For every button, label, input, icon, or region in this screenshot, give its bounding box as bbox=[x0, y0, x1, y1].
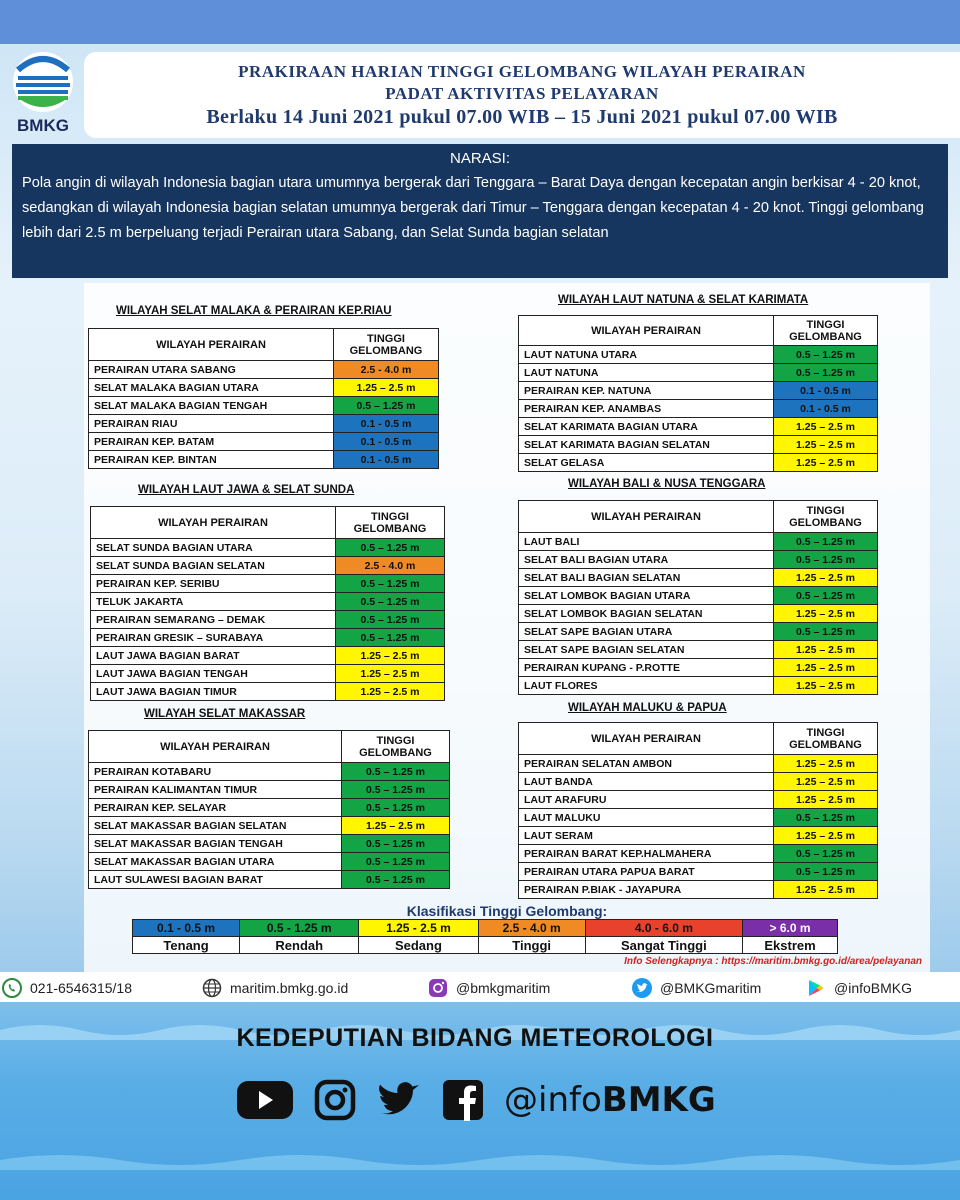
area-name: PERAIRAN KEP. NATUNA bbox=[519, 382, 774, 400]
wave-height: 1.25 – 2.5 m bbox=[774, 773, 878, 791]
table-row bbox=[519, 418, 878, 436]
wave-height: 0.5 – 1.25 m bbox=[774, 809, 878, 827]
narasi-title: NARASI: bbox=[449, 150, 510, 167]
col-header-area: WILAYAH PERAIRAN bbox=[519, 501, 774, 533]
logo-text: BMKG bbox=[17, 116, 69, 135]
legend-labels bbox=[133, 937, 838, 954]
wave-height: 1.25 – 2.5 m bbox=[774, 755, 878, 773]
wave-height: 0.5 – 1.25 m bbox=[336, 575, 445, 593]
table-row bbox=[91, 629, 445, 647]
table-row bbox=[519, 791, 878, 809]
legend-label: Ekstrem bbox=[743, 937, 838, 954]
wave-height: 1.25 – 2.5 m bbox=[774, 436, 878, 454]
table-row bbox=[519, 587, 878, 605]
col-header-height bbox=[774, 501, 878, 533]
wave-height: 1.25 – 2.5 m bbox=[774, 454, 878, 472]
contact-phone[interactable] bbox=[2, 977, 132, 999]
wave-height: 1.25 – 2.5 m bbox=[342, 817, 450, 835]
table-row bbox=[519, 400, 878, 418]
contact-instagram-text: @bmkgmaritim bbox=[456, 980, 551, 996]
wave-height: 2.5 - 4.0 m bbox=[336, 557, 445, 575]
table-bali bbox=[518, 500, 878, 695]
section-title-makassar: WILAYAH SELAT MAKASSAR bbox=[144, 708, 306, 720]
area-name: LAUT BALI bbox=[519, 533, 774, 551]
table-row bbox=[519, 569, 878, 587]
wave-height: 0.5 – 1.25 m bbox=[336, 629, 445, 647]
wave-height: 1.25 – 2.5 m bbox=[774, 605, 878, 623]
table-row bbox=[89, 415, 439, 433]
col-header-height-l2: GELOMBANG bbox=[349, 344, 423, 357]
area-name: LAUT FLORES bbox=[519, 677, 774, 695]
section-title-jawa: WILAYAH LAUT JAWA & SELAT SUNDA bbox=[138, 484, 355, 496]
legend-title: Klasifikasi Tinggi Gelombang: bbox=[406, 903, 608, 919]
globe-icon bbox=[202, 978, 222, 998]
wave-height: 1.25 – 2.5 m bbox=[774, 827, 878, 845]
col-header-height bbox=[334, 329, 439, 361]
deputi-title: KEDEPUTIAN BIDANG METEOROLOGI bbox=[236, 1024, 714, 1052]
table-row bbox=[89, 361, 439, 379]
legend-range: > 6.0 m bbox=[743, 920, 838, 937]
area-name: PERAIRAN P.BIAK - JAYAPURA bbox=[519, 881, 774, 899]
area-name: TELUK JAKARTA bbox=[91, 593, 336, 611]
wave-height: 0.1 - 0.5 m bbox=[774, 382, 878, 400]
table-row bbox=[89, 835, 450, 853]
wave-height: 0.5 – 1.25 m bbox=[342, 835, 450, 853]
col-header-height-l1: TINGGI bbox=[806, 504, 845, 517]
table-row bbox=[89, 817, 450, 835]
area-name: LAUT JAWA BAGIAN BARAT bbox=[91, 647, 336, 665]
area-name: SELAT MAKASSAR BAGIAN SELATAN bbox=[89, 817, 342, 835]
contact-website-text: maritim.bmkg.go.id bbox=[230, 980, 349, 996]
area-name: LAUT SERAM bbox=[519, 827, 774, 845]
instagram-icon bbox=[428, 978, 448, 998]
contact-twitter[interactable] bbox=[632, 977, 761, 999]
col-header-height bbox=[774, 723, 878, 755]
social-row bbox=[236, 1077, 716, 1123]
area-name: PERAIRAN KEP. ANAMBAS bbox=[519, 400, 774, 418]
table-row bbox=[89, 781, 450, 799]
handle-prefix: @info bbox=[504, 1080, 602, 1120]
area-name: SELAT MAKASSAR BAGIAN UTARA bbox=[89, 853, 342, 871]
wave-height: 0.5 – 1.25 m bbox=[342, 781, 450, 799]
narasi-text: Pola angin di wilayah Indonesia bagian utara umumnya bergerak dari Tenggara – Barat Daya dengan kecepatan angin berkisar 4 - 20 knot, sedangkan di wilayah Indonesia bagian selatan umumnya bergerak dari Timur – Tenggara dengan kecepatan 4 - 20 knot. Tinggi gelombang lebih dari 2.5 m berpeluang terjadi Perairan utara Sabang, dan Selat Sunda bagian selatan bbox=[22, 175, 924, 241]
area-name: PERAIRAN UTARA PAPUA BARAT bbox=[519, 863, 774, 881]
area-name: SELAT SAPE BAGIAN SELATAN bbox=[519, 641, 774, 659]
wave-height: 0.5 – 1.25 m bbox=[342, 853, 450, 871]
table-row bbox=[519, 773, 878, 791]
area-name: SELAT MALAKA BAGIAN UTARA bbox=[89, 379, 334, 397]
wave-height: 0.5 – 1.25 m bbox=[774, 364, 878, 382]
wave-height: 1.25 – 2.5 m bbox=[336, 647, 445, 665]
twitter-icon bbox=[632, 978, 652, 998]
wave-height: 1.25 – 2.5 m bbox=[774, 677, 878, 695]
table-row bbox=[89, 799, 450, 817]
col-header-height-l1: TINGGI bbox=[806, 318, 845, 331]
table-malaka bbox=[88, 328, 439, 469]
facebook-icon[interactable] bbox=[442, 1079, 484, 1121]
area-name: PERAIRAN KEP. SERIBU bbox=[91, 575, 336, 593]
wave-height: 0.5 – 1.25 m bbox=[334, 397, 439, 415]
legend-label: Tinggi bbox=[478, 937, 585, 954]
col-header-area: WILAYAH PERAIRAN bbox=[89, 731, 342, 763]
wave-height: 1.25 – 2.5 m bbox=[774, 791, 878, 809]
table-row bbox=[519, 605, 878, 623]
wave-height: 0.5 – 1.25 m bbox=[774, 551, 878, 569]
legend-range: 1.25 - 2.5 m bbox=[359, 920, 478, 937]
wave-height: 0.5 – 1.25 m bbox=[774, 863, 878, 881]
table-row bbox=[91, 683, 445, 701]
area-name: PERAIRAN GRESIK – SURABAYA bbox=[91, 629, 336, 647]
table-row bbox=[519, 845, 878, 863]
area-name: LAUT SULAWESI BAGIAN BARAT bbox=[89, 871, 342, 889]
social-handle[interactable] bbox=[504, 1080, 716, 1120]
area-name: PERAIRAN KEP. BINTAN bbox=[89, 451, 334, 469]
table-row bbox=[519, 641, 878, 659]
table-row bbox=[91, 611, 445, 629]
table-row bbox=[91, 665, 445, 683]
legend-range: 4.0 - 6.0 m bbox=[585, 920, 742, 937]
legend-label: Sangat Tinggi bbox=[585, 937, 742, 954]
wave-height: 0.5 – 1.25 m bbox=[342, 871, 450, 889]
area-name: LAUT ARAFURU bbox=[519, 791, 774, 809]
section-title-bali: WILAYAH BALI & NUSA TENGGARA bbox=[568, 478, 766, 490]
table-row bbox=[91, 575, 445, 593]
area-name: SELAT SAPE BAGIAN UTARA bbox=[519, 623, 774, 641]
wave-height: 1.25 – 2.5 m bbox=[774, 641, 878, 659]
info-link[interactable]: Info Selengkapnya : https://maritim.bmkg.go.id/area/pelayanan bbox=[624, 956, 922, 967]
playstore-icon bbox=[806, 978, 826, 998]
table-row bbox=[519, 659, 878, 677]
table-row bbox=[91, 557, 445, 575]
area-name: SELAT LOMBOK BAGIAN SELATAN bbox=[519, 605, 774, 623]
area-name: LAUT BANDA bbox=[519, 773, 774, 791]
area-name: SELAT BALI BAGIAN SELATAN bbox=[519, 569, 774, 587]
col-header-height-l1: TINGGI bbox=[806, 726, 845, 739]
table-row bbox=[91, 647, 445, 665]
area-name: SELAT GELASA bbox=[519, 454, 774, 472]
table-maluku bbox=[518, 722, 878, 899]
area-name: SELAT LOMBOK BAGIAN UTARA bbox=[519, 587, 774, 605]
wave-height: 0.1 - 0.5 m bbox=[334, 415, 439, 433]
area-name: PERAIRAN KOTABARU bbox=[89, 763, 342, 781]
wave-decoration-lower bbox=[0, 1150, 960, 1170]
contact-phone-text: 021-6546315/18 bbox=[30, 980, 132, 996]
wave-height: 0.5 – 1.25 m bbox=[336, 539, 445, 557]
validity-period: Berlaku 14 Juni 2021 pukul 07.00 WIB – 15 Juni 2021 pukul 07.00 WIB bbox=[206, 106, 838, 128]
table-row bbox=[89, 871, 450, 889]
col-header-area: WILAYAH PERAIRAN bbox=[519, 723, 774, 755]
table-row bbox=[91, 593, 445, 611]
table-row bbox=[519, 881, 878, 899]
contact-website[interactable] bbox=[202, 977, 348, 999]
legend-label: Tenang bbox=[133, 937, 240, 954]
top-strip bbox=[0, 0, 960, 44]
area-name: PERAIRAN KEP. BATAM bbox=[89, 433, 334, 451]
wave-height: 0.5 – 1.25 m bbox=[336, 593, 445, 611]
legend-label: Sedang bbox=[359, 937, 478, 954]
twitter-icon-large[interactable] bbox=[376, 1080, 422, 1120]
col-header-area: WILAYAH PERAIRAN bbox=[519, 316, 774, 346]
table-row bbox=[519, 809, 878, 827]
col-header-height-l2: GELOMBANG bbox=[359, 746, 432, 759]
wave-height: 0.5 – 1.25 m bbox=[774, 845, 878, 863]
legend-range: 2.5 - 4.0 m bbox=[478, 920, 585, 937]
table-row bbox=[519, 436, 878, 454]
col-header-height-l2: GELOMBANG bbox=[789, 738, 862, 751]
wave-height: 1.25 – 2.5 m bbox=[336, 665, 445, 683]
contact-twitter-text: @BMKGmaritim bbox=[660, 980, 762, 996]
wave-height: 0.5 – 1.25 m bbox=[774, 346, 878, 364]
legend-table bbox=[132, 919, 838, 954]
legend-range: 0.5 - 1.25 m bbox=[240, 920, 359, 937]
col-header-area: WILAYAH PERAIRAN bbox=[89, 329, 334, 361]
wave-height: 0.5 – 1.25 m bbox=[342, 799, 450, 817]
wave-height: 0.5 – 1.25 m bbox=[342, 763, 450, 781]
bmkg-logo bbox=[10, 50, 76, 134]
area-name: PERAIRAN RIAU bbox=[89, 415, 334, 433]
col-header-height bbox=[774, 316, 878, 346]
contact-bar bbox=[0, 972, 960, 1002]
wave-height: 0.5 – 1.25 m bbox=[774, 623, 878, 641]
table-row bbox=[519, 346, 878, 364]
area-name: PERAIRAN BARAT KEP.HALMAHERA bbox=[519, 845, 774, 863]
wave-height: 0.1 - 0.5 m bbox=[334, 451, 439, 469]
youtube-icon[interactable] bbox=[236, 1080, 294, 1120]
section-title-maluku: WILAYAH MALUKU & PAPUA bbox=[568, 702, 727, 714]
wave-height: 1.25 – 2.5 m bbox=[774, 418, 878, 436]
col-header-height-l1: TINGGI bbox=[367, 332, 405, 345]
table-row bbox=[89, 397, 439, 415]
table-row bbox=[519, 454, 878, 472]
area-name: SELAT KARIMATA BAGIAN UTARA bbox=[519, 418, 774, 436]
table-row bbox=[519, 677, 878, 695]
table-natuna bbox=[518, 315, 878, 472]
col-header-height-l1: TINGGI bbox=[376, 734, 415, 747]
col-header-height-l2: GELOMBANG bbox=[789, 516, 862, 529]
table-row bbox=[519, 827, 878, 845]
legend-ranges bbox=[133, 920, 838, 937]
table-row bbox=[89, 853, 450, 871]
handle-bold: BMKG bbox=[601, 1080, 716, 1120]
table-jawa bbox=[90, 506, 445, 701]
whatsapp-icon bbox=[2, 978, 22, 998]
wave-height: 1.25 – 2.5 m bbox=[334, 379, 439, 397]
title-line-1: PRAKIRAAN HARIAN TINGGI GELOMBANG WILAYAH PERAIRAN bbox=[238, 62, 806, 81]
table-row bbox=[89, 763, 450, 781]
area-name: PERAIRAN SEMARANG – DEMAK bbox=[91, 611, 336, 629]
legend-label: Rendah bbox=[240, 937, 359, 954]
section-title-natuna: WILAYAH LAUT NATUNA & SELAT KARIMATA bbox=[558, 294, 809, 306]
table-row bbox=[519, 364, 878, 382]
area-name: SELAT SUNDA BAGIAN SELATAN bbox=[91, 557, 336, 575]
wave-height: 0.1 - 0.5 m bbox=[334, 433, 439, 451]
narasi-box bbox=[12, 144, 948, 278]
area-name: SELAT SUNDA BAGIAN UTARA bbox=[91, 539, 336, 557]
area-name: PERAIRAN KEP. SELAYAR bbox=[89, 799, 342, 817]
wave-height: 1.25 – 2.5 m bbox=[774, 881, 878, 899]
table-row bbox=[89, 433, 439, 451]
area-name: SELAT BALI BAGIAN UTARA bbox=[519, 551, 774, 569]
table-row bbox=[519, 623, 878, 641]
table-row bbox=[89, 379, 439, 397]
contact-playstore-text: @infoBMKG bbox=[834, 980, 913, 996]
area-name: PERAIRAN KUPANG - P.ROTTE bbox=[519, 659, 774, 677]
wave-height: 1.25 – 2.5 m bbox=[774, 569, 878, 587]
col-header-height-l2: GELOMBANG bbox=[789, 330, 862, 343]
area-name: LAUT MALUKU bbox=[519, 809, 774, 827]
area-name: PERAIRAN SELATAN AMBON bbox=[519, 755, 774, 773]
area-name: LAUT NATUNA bbox=[519, 364, 774, 382]
area-name: SELAT KARIMATA BAGIAN SELATAN bbox=[519, 436, 774, 454]
area-name: LAUT NATUNA UTARA bbox=[519, 346, 774, 364]
wave-height: 0.5 – 1.25 m bbox=[774, 533, 878, 551]
col-header-height bbox=[336, 507, 445, 539]
wave-height: 0.5 – 1.25 m bbox=[774, 587, 878, 605]
wave-height: 0.1 - 0.5 m bbox=[774, 400, 878, 418]
area-name: LAUT JAWA BAGIAN TENGAH bbox=[91, 665, 336, 683]
contact-playstore[interactable] bbox=[806, 977, 912, 999]
instagram-icon-large[interactable] bbox=[314, 1079, 356, 1121]
col-header-height-l1: TINGGI bbox=[371, 510, 409, 523]
area-name: SELAT MAKASSAR BAGIAN TENGAH bbox=[89, 835, 342, 853]
area-name: PERAIRAN KALIMANTAN TIMUR bbox=[89, 781, 342, 799]
table-row bbox=[91, 539, 445, 557]
wave-height: 0.5 – 1.25 m bbox=[336, 611, 445, 629]
table-row bbox=[519, 533, 878, 551]
col-header-height-l2: GELOMBANG bbox=[353, 522, 427, 535]
wave-height: 1.25 – 2.5 m bbox=[774, 659, 878, 677]
col-header-area: WILAYAH PERAIRAN bbox=[91, 507, 336, 539]
table-row bbox=[519, 382, 878, 400]
wave-height: 2.5 - 4.0 m bbox=[334, 361, 439, 379]
table-row bbox=[519, 863, 878, 881]
contact-instagram[interactable] bbox=[428, 977, 550, 999]
table-row bbox=[519, 551, 878, 569]
col-header-height bbox=[342, 731, 450, 763]
wave-height: 1.25 – 2.5 m bbox=[336, 683, 445, 701]
table-makassar bbox=[88, 730, 450, 889]
table-row bbox=[519, 755, 878, 773]
title-box bbox=[84, 52, 960, 138]
area-name: LAUT JAWA BAGIAN TIMUR bbox=[91, 683, 336, 701]
table-row bbox=[89, 451, 439, 469]
bmkg-logo-icon bbox=[12, 50, 74, 114]
area-name: SELAT MALAKA BAGIAN TENGAH bbox=[89, 397, 334, 415]
section-title-malaka: WILAYAH SELAT MALAKA & PERAIRAN KEP.RIAU bbox=[116, 305, 392, 317]
area-name: PERAIRAN UTARA SABANG bbox=[89, 361, 334, 379]
title-line-2: PADAT AKTIVITAS PELAYARAN bbox=[385, 84, 659, 103]
legend-range: 0.1 - 0.5 m bbox=[133, 920, 240, 937]
